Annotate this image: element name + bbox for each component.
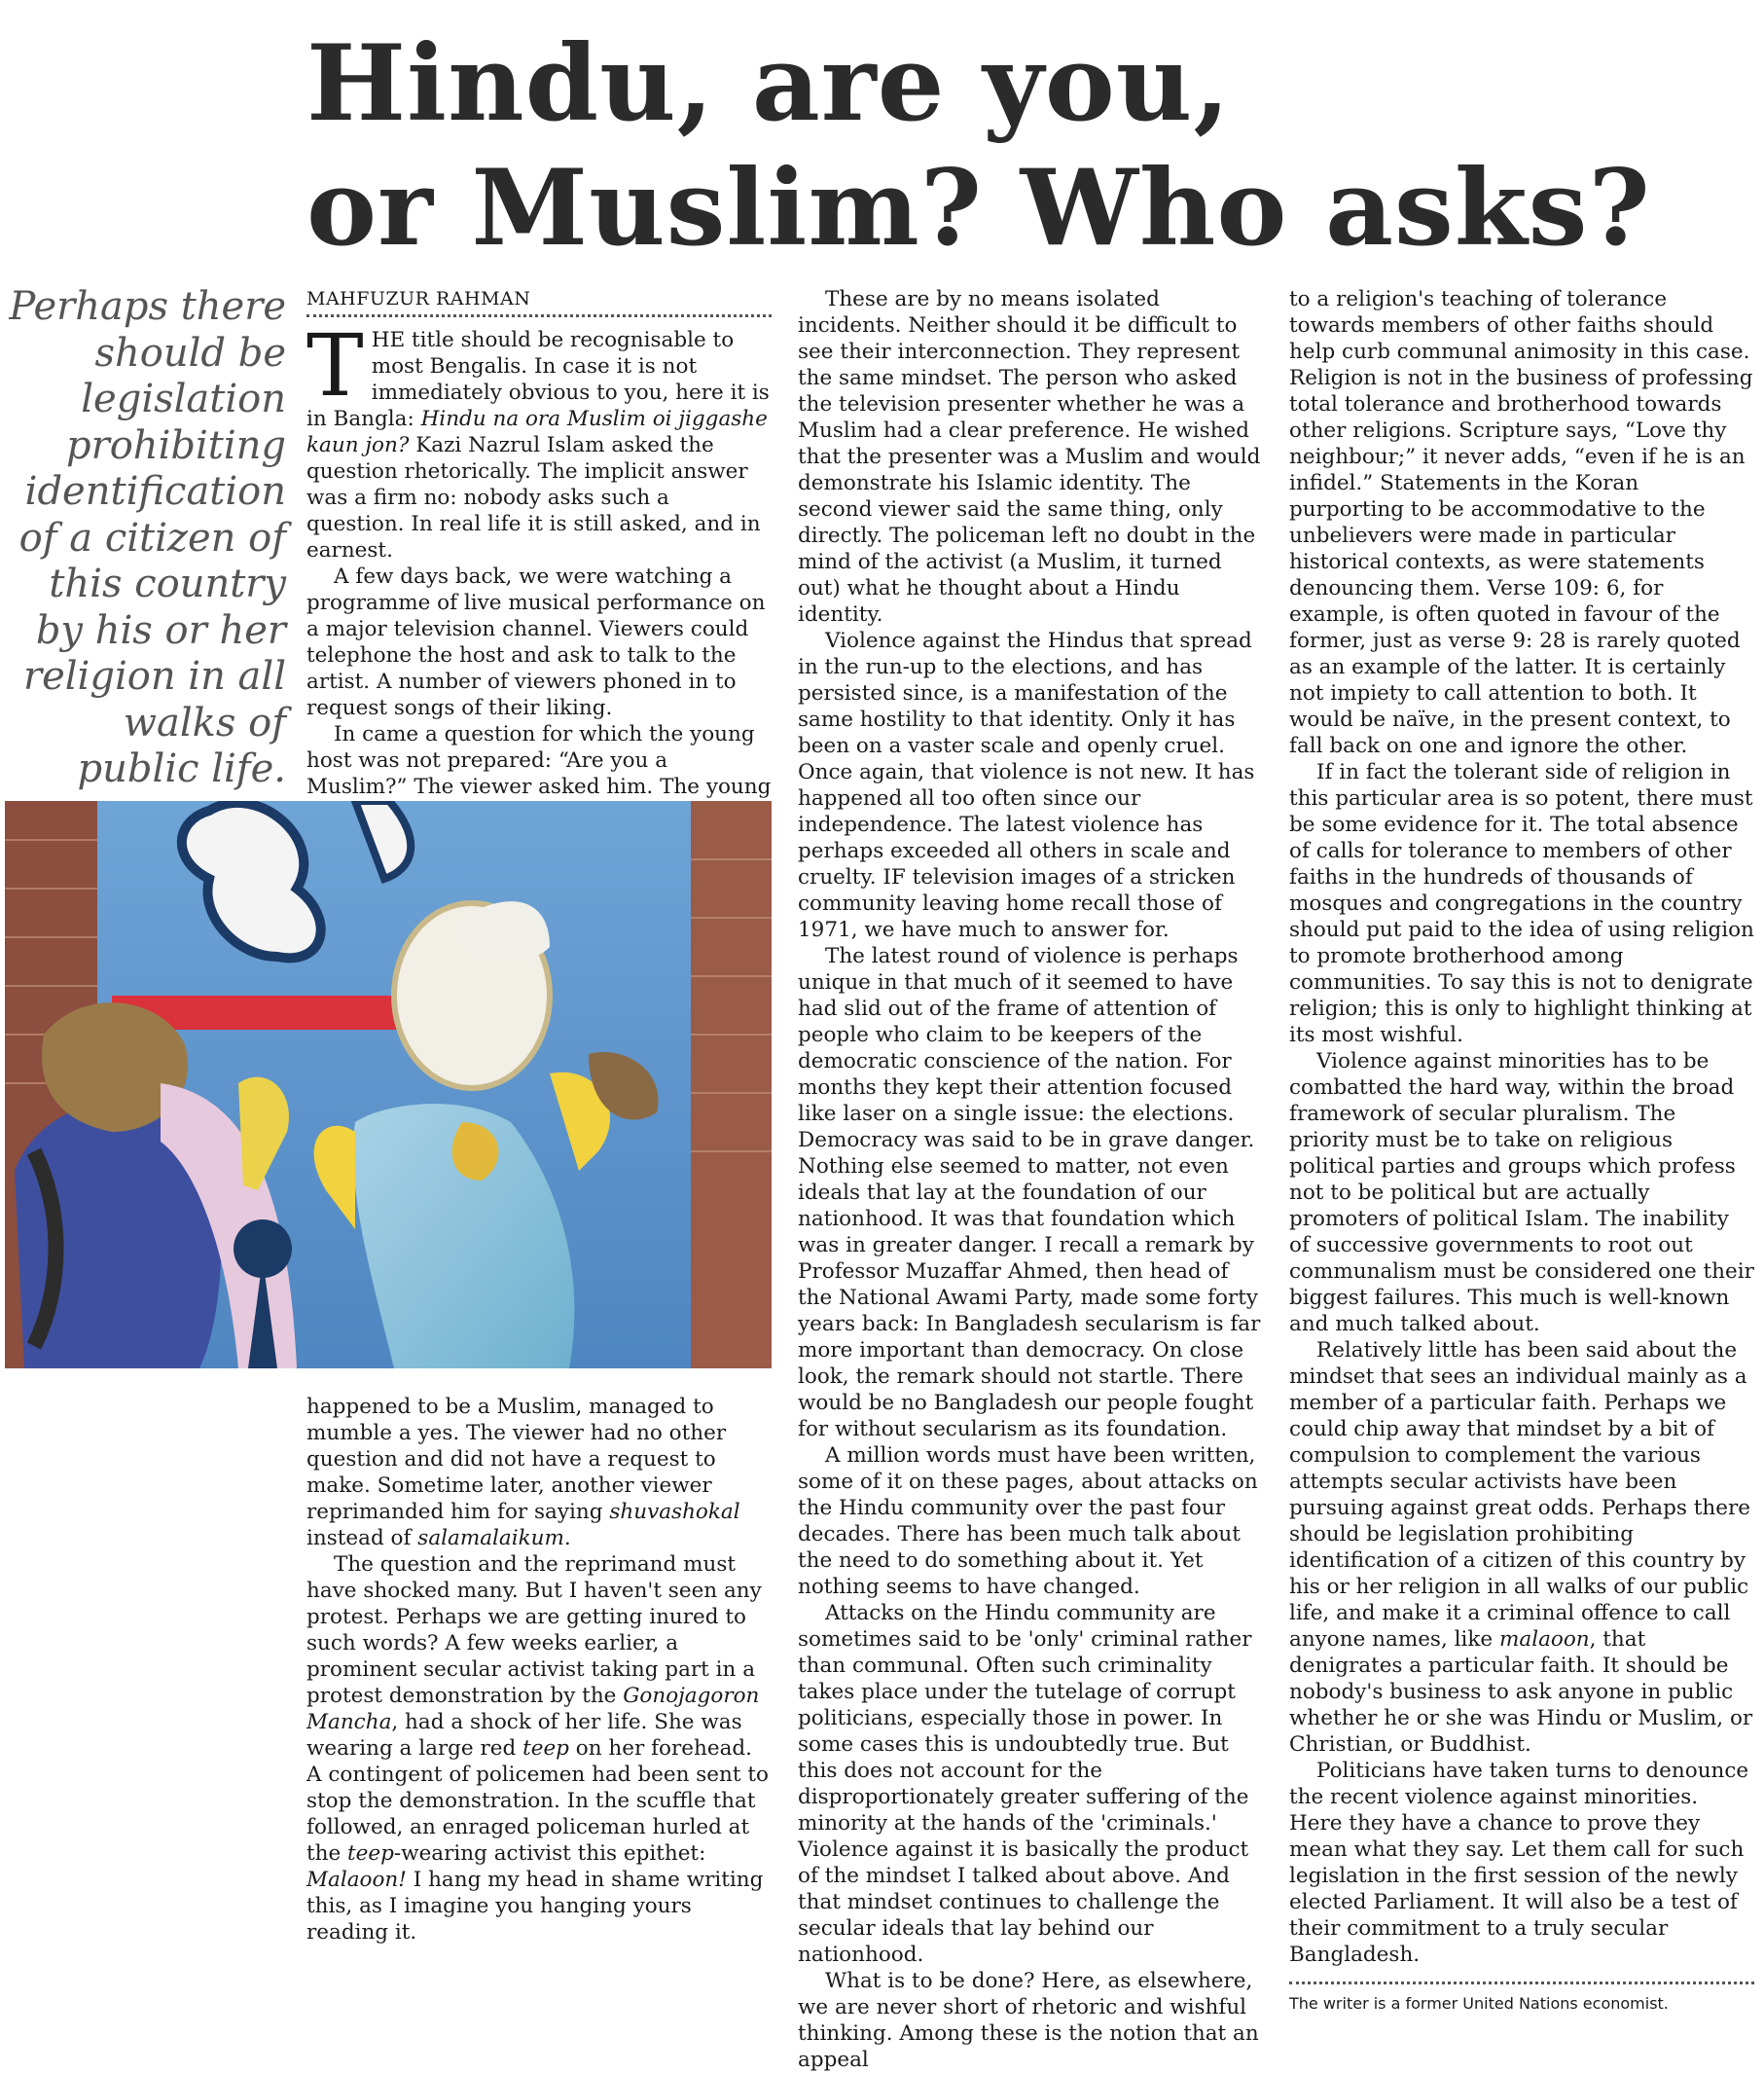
column-1-bottom [306,1394,772,1946]
paragraph: happened to be a Muslim, managed to mumble a yes. The viewer had no other question and did not have a request to make. Sometime later, another viewer reprimanded him for saying shuvashokal instead of salamalaikum. [306,1395,740,1550]
paragraph: A few days back, we were watching a programme of live musical performance on a major television channel. Viewers could telephone the host and ask to talk to the artist. A number of viewers phoned in to request songs of their liking. [306,564,766,720]
article-photo [5,801,772,1368]
paragraph: Politicians have taken turns to denounce the recent violence against minorities. Here they have a chance to prove they mean what they say. Let them call for such legislation in the first session of the newly elected Parliament. It will also be a test of their commitment to a truly secular Bangladesh. [1289,1759,1749,1967]
paragraph: These are by no means isolated incidents. Neither should it be difficult to see their interconnection. They represent the same mindset. The person who asked the television presenter whether he was a Muslim had a clear preference. He wished that the presenter was a Muslim and would demonstrate his Islamic identity. The second viewer said the same thing, only directly. The policeman left no doubt in the mind of the activist (a Muslim, it turned out) what he thought about a Hindu identity. [798,287,1261,627]
drop-cap: T [306,315,364,416]
column-1-top-body [306,315,772,826]
paragraph: HE title should be recognisable to most Bengalis. In case it is not immediately obvious to you, here it is in Bangla: Hindu na ora Muslim oi jiggashe kaun jon? Kazi Nazrul Islam asked the question rhetorically. The implicit answer was a firm no: nobody asks such a question. In real life it is still asked, and in earnest. [306,328,770,563]
column-3 [1289,286,1754,2017]
paragraph: A million words must have been written, some of it on these pages, about attacks on the Hindu community over the past four decades. There has been much talk about the need to do something about it. Yet nothing seems to have changed. [798,1443,1258,1599]
paragraph: Violence against the Hindus that spread in the run-up to the elections, and has persisted since, is a manifestation of the same hostility to that identity. Only it has been on a vaster scale and openly cruel. Once again, that violence is not new. It has happened all too often since our independence. The latest violence has perhaps exceeded all others in scale and cruelty. IF television images of a stricken community leaving home recall those of 1971, we have much to answer for. [798,629,1255,942]
paragraph: What is to be done? Here, as elsewhere, we are never short of rhetoric and wishful thinking. Among these is the notion that an appeal [798,1969,1259,2072]
paragraph: If in fact the tolerant side of religion in this particular area is so potent, there must be some evidence for it. The total absence of calls for tolerance to members of other faiths in the hundreds of thousands of mosques and congregations in the country should put paid to the idea of using religion to promote brotherhood among communities. To say this is not to denigrate religion; this is only to highlight thinking at its most wishful. [1289,760,1754,1047]
byline: MAHFUZUR RAHMAN [306,286,772,317]
headline-line-1: Hindu, are you, [306,22,1231,145]
paragraph: Violence against minorities has to be combatted the hard way, within the broad framework of secular pluralism. The priority must be to take on religious political parties and groups which profess not to be political but are actually promoters of political Islam. The inability of successive governments to root out communalism must be considered one their biggest failures. This much is well-known and much talked about. [1289,1049,1754,1336]
paragraph: Relatively little has been said about the mindset that sees an individual mainly as a member of a particular faith. Perhaps we could chip away that mindset by a bit of compulsion to complement the various attempts secular activists have been pursuing against great odds. Perhaps there should be legislation prohibiting identification of a citizen of this country by his or her religion in all walks of our public life, and make it a criminal offence to call anyone names, like malaoon, that denigrates a particular faith. It should be nobody's business to ask anyone in public whether he or she was Hindu or Muslim, or Christian, or Buddhist. [1289,1338,1753,1757]
idol-statues-photo-icon [5,801,772,1368]
paragraph: to a religion's teaching of tolerance towards members of other faiths should help curb communal animosity in this case. Religion is not in the business of professing total tolerance and brotherhood towards other religions. Scripture says, “Love thy neighbour;” it never adds, “even if he is an infidel.” Statements in the Koran purporting to be accommodative to the unbelievers were made in particular historical contexts, as were statements denouncing them. Verse 109: 6, for example, is often quoted in favour of the former, just as verse 9: 28 is rarely quoted as an example of the latter. It is certainly not impiety to call attention to both. It would be naïve, in the present context, to fall back on one and ignore the other. [1289,287,1753,758]
writer-note: The writer is a former United Nations economist. [1289,1982,1754,2017]
column-1-top [306,286,772,826]
paragraph: The question and the reprimand must have shocked many. But I haven't seen any protest. Perhaps we are getting inured to such words? A few weeks earlier, a prominent secular activist taking part in a protest demonstration by the Gonojagoron Mancha, had a shock of her life. She was wearing a large red teep on her forehead. A contingent of policemen had been sent to stop the demonstration. In the scuffle that followed, an enraged policeman hurled at the teep-wearing activist this epithet: Malaoon! I hang my head in shame writing this, as I imagine you hanging yours reading it. [306,1552,769,1945]
pull-quote: Perhaps there should be legislation prohibiting identification of a citizen of this country by his or her religion in all walks of public life. [9,284,286,791]
paragraph: In came a question for which the young host was not prepared: “Are you a Muslim?” The viewer asked him. The young [306,722,772,799]
paragraph: The latest round of violence is perhaps unique in that much of it seemed to have had slid out of the frame of attention of people who claim to be keepers of the democratic conscience of the nation. For months they kept their attention focused like laser on a single issue: the elections. Democracy was said to be in grave danger. Nothing else seemed to matter, not even ideals that lay at the foundation of our nationhood. It was that foundation which was in greater danger. I recall a remark by Professor Muzaffar Ahmed, then head of the National Awami Party, made some forty years back: In Bangladesh secularism is far more important than democracy. On close look, the remark should not startle. There would be no Bangladesh our people fought for without secularism as its foundation. [798,944,1261,1441]
headline-line-2: or Muslim? Who asks? [306,147,1651,270]
headline [306,21,1746,271]
paragraph: Attacks on the Hindu community are sometimes said to be 'only' criminal rather than communal. Often such criminality takes place under the tutelage of corrupt politicians, especially those in power. In some cases this is undoubtedly true. But this does not account for the disproportionately greater suffering of the minority at the hands of the 'criminals.' Violence against it is basically the product of the mindset I talked about above. And that mindset continues to challenge the secular ideals that lay behind our nationhood. [798,1601,1252,1967]
column-2 [798,286,1263,2073]
column-3-body [1289,286,1754,1968]
